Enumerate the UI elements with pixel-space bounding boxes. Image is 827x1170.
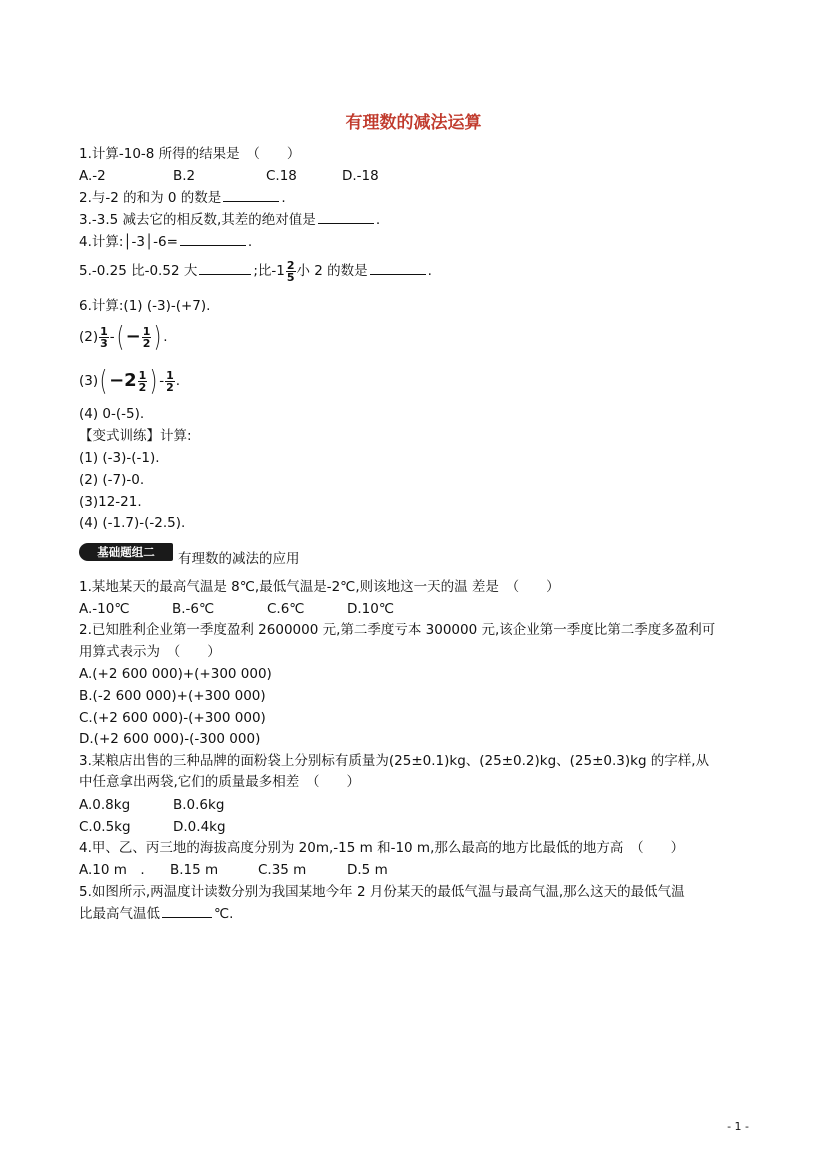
option-c: C.6℃ [267,601,305,617]
question-3-text: 3.-3.5 减去它的相反数,其差的绝对值是 [79,212,316,228]
answer-blank[interactable] [180,232,246,246]
question-5-text-c: 小 2 的数是 [296,263,368,279]
option-b: B.(-2 600 000)+(+300 000) [79,688,266,704]
question-1-options [79,167,379,185]
fraction-one-third: $\frac{1}{3}$ [100,324,108,350]
question-6-line-1: 6.计算:(1) (-3)-(+7). [79,298,211,314]
period: . [281,190,286,206]
period: . [163,329,168,345]
section-heading: 有理数的减法的应用 [178,551,300,567]
left-paren: ( [116,320,124,353]
right-paren: ) [149,364,158,397]
option-c: C.(+2 600 000)-(+300 000) [79,710,266,726]
minus-sign: - [109,329,115,345]
option-d: D.0.4kg [173,819,226,835]
basic-question-4-options [79,861,388,879]
minus-sign: - [159,373,165,389]
basic-question-5-stem-line-1: 5.如图所示,两温度计读数分别为我国某地今年 2 月份某天的最低气温与最高气温,那么这天的最低气温 [79,884,685,900]
right-paren: ) [153,320,162,353]
basic-question-2-stem-line-1: 2.已知胜利企业第一季度盈利 2600000 元,第二季度亏本 300000 元,该企业第一季度比第二季度多盈利可 [79,622,716,638]
option-b: B.2 [173,168,196,184]
fraction-one-half: $\frac{1}{2}$ [142,324,151,350]
answer-blank[interactable] [318,210,374,224]
answer-blank-2[interactable] [370,261,426,275]
question-5-text-a: 5.-0.25 比-0.52 大 [79,263,198,279]
answer-blank[interactable] [162,904,212,918]
page-number: - 1 - [727,1120,749,1133]
question-4-text: 4.计算:│-3│-6= [79,234,178,250]
basic-question-3-stem-line-2: 中任意拿出两袋,它们的质量最多相差 （ ） [79,774,361,790]
variant-item: (1) (-3)-(-1). [79,450,160,466]
variant-item: (2) (-7)-0. [79,472,145,488]
answer-blank[interactable] [223,188,279,202]
basic-question-3-options-row-1 [79,796,224,814]
period: . [375,212,381,228]
negative-sign: − [125,326,141,347]
basic-question-1-stem: 1.某地某天的最高气温是 8℃,最低气温是-2℃,则该地这一天的温 差是 （ ） [79,579,560,595]
option-b: B.-6℃ [172,601,215,617]
basic-question-2-stem-line-2: 用算式表示为 （ ） [79,644,221,660]
question-5-text-b: ;比-1 [253,263,285,279]
option-b: B.0.6kg [173,797,225,813]
left-paren: ( [99,364,108,397]
question-2 [79,188,286,207]
page-title: 有理数的减法运算 [345,113,482,133]
variant-item: (3)12-21. [79,494,142,510]
section-badge: 基础题组二 [79,543,173,561]
option-a: A.10 m . [79,862,145,878]
part-label: (3) [79,373,99,389]
fraction-one-half: $\frac{1}{2}$ [138,368,147,394]
basic-question-3-options-row-2 [79,818,226,836]
question-2-text: 2.与-2 的和为 0 的数是 [79,190,222,206]
question-1-stem: 1.计算-10-8 所得的结果是 （ ） [79,146,301,162]
part-label: (2) [79,329,99,345]
fraction-one-half: $\frac{1}{2}$ [166,368,174,394]
question-6-part-2 [79,322,168,352]
question-3 [79,210,380,229]
variant-item: (4) (-1.7)-(-2.5). [79,515,186,531]
option-b: B.15 m [170,862,219,878]
option-a: A.(+2 600 000)+(+300 000) [79,666,272,682]
option-d: D.5 m [347,862,388,878]
period: . [175,373,181,389]
question-4 [79,232,252,251]
period: . [427,263,432,279]
variant-title: 【变式训练】计算: [79,428,192,444]
basic-question-3-stem-line-1: 3.某粮店出售的三种品牌的面粉袋上分别标有质量为(25±0.1)kg、(25±0.2)kg、(25±0.3)kg 的字样,从 [79,753,710,769]
fraction-two-fifths: $\frac{2}{5}$ [286,258,295,284]
question-5 [79,258,432,284]
option-a: A.0.8kg [79,797,131,813]
option-a: A.-2 [79,168,106,184]
question-5-text: 比最高气温低 [79,906,160,922]
option-d: D.(+2 600 000)-(-300 000) [79,731,261,747]
basic-question-4-stem: 4.甲、乙、丙三地的海拔高度分别为 20m,-15 m 和-10 m,那么最高的地方比最低的地方高 （ ） [79,840,685,856]
mixed-number-whole: −2 [109,370,137,391]
basic-question-1-options [79,600,394,618]
option-c: C.18 [266,168,297,184]
question-6-part-3 [79,366,180,396]
option-a: A.-10℃ [79,601,130,617]
option-c: C.0.5kg [79,819,131,835]
question-6-part-4: (4) 0-(-5). [79,406,145,422]
basic-question-5-stem-line-2 [79,904,233,923]
answer-blank-1[interactable] [199,261,251,275]
unit: ℃. [214,906,234,922]
option-d: D.-18 [342,168,379,184]
period: . [247,234,253,250]
option-c: C.35 m [258,862,307,878]
option-d: D.10℃ [347,601,395,617]
